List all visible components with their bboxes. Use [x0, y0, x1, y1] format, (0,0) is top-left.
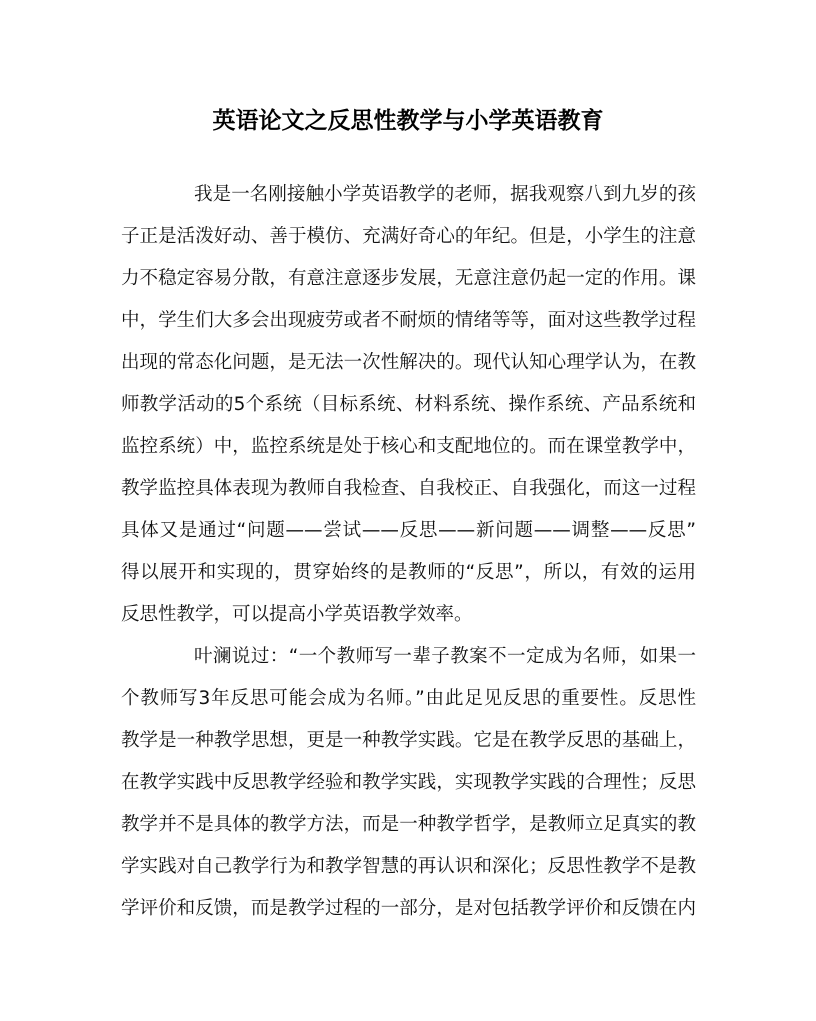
paragraph-line: 师教学活动的5个系统（目标系统、材料系统、操作系统、产品系统和	[121, 394, 696, 415]
paragraph-line: 我是一名刚接触小学英语教学的老师，据我观察八到九岁的孩	[194, 184, 696, 205]
paragraph-line: 子正是活泼好动、善于模仿、充满好奇心的年纪。但是，小学生的注意	[121, 226, 696, 247]
paragraph-line: 叶澜说过：“一个教师写一辈子教案不一定成为名师，如果一	[194, 646, 696, 667]
paragraph-line: 得以展开和实现的，贯穿始终的是教师的“反思”，所以，有效的运用	[121, 562, 696, 583]
paragraph-line: 教学监控具体表现为教师自我检查、自我校正、自我强化，而这一过程	[121, 478, 696, 499]
document-title: 英语论文之反思性教学与小学英语教育	[212, 107, 604, 134]
paragraph-line: 学评价和反馈，而是教学过程的一部分，是对包括教学评价和反馈在内	[121, 898, 696, 919]
paragraph-line: 出现的常态化问题，是无法一次性解决的。现代认知心理学认为，在教	[121, 352, 696, 373]
paragraph-line: 教学并不是具体的教学方法，而是一种教学哲学，是教师立足真实的教	[121, 814, 696, 835]
paragraph-line: 具体又是通过“问题——尝试——反思——新问题——调整——反思”	[121, 520, 696, 541]
paragraph-line: 教学是一种教学思想，更是一种教学实践。它是在教学反思的基础上，	[121, 730, 696, 751]
paragraph-line: 中，学生们大多会出现疲劳或者不耐烦的情绪等等，面对这些教学过程	[121, 310, 696, 331]
paragraph-line: 反思性教学，可以提高小学英语教学效率。	[121, 604, 473, 625]
paragraph-line: 力不稳定容易分散，有意注意逐步发展，无意注意仍起一定的作用。课	[121, 268, 696, 289]
paragraph-line: 监控系统）中，监控系统是处于核心和支配地位的。而在课堂教学中，	[121, 436, 696, 457]
paragraph-line: 个教师写3年反思可能会成为名师。”由此足见反思的重要性。反思性	[121, 688, 696, 709]
paragraph-line: 在教学实践中反思教学经验和教学实践，实现教学实践的合理性；反思	[121, 772, 696, 793]
paragraph-line: 学实践对自己教学行为和教学智慧的再认识和深化；反思性教学不是教	[121, 856, 696, 877]
